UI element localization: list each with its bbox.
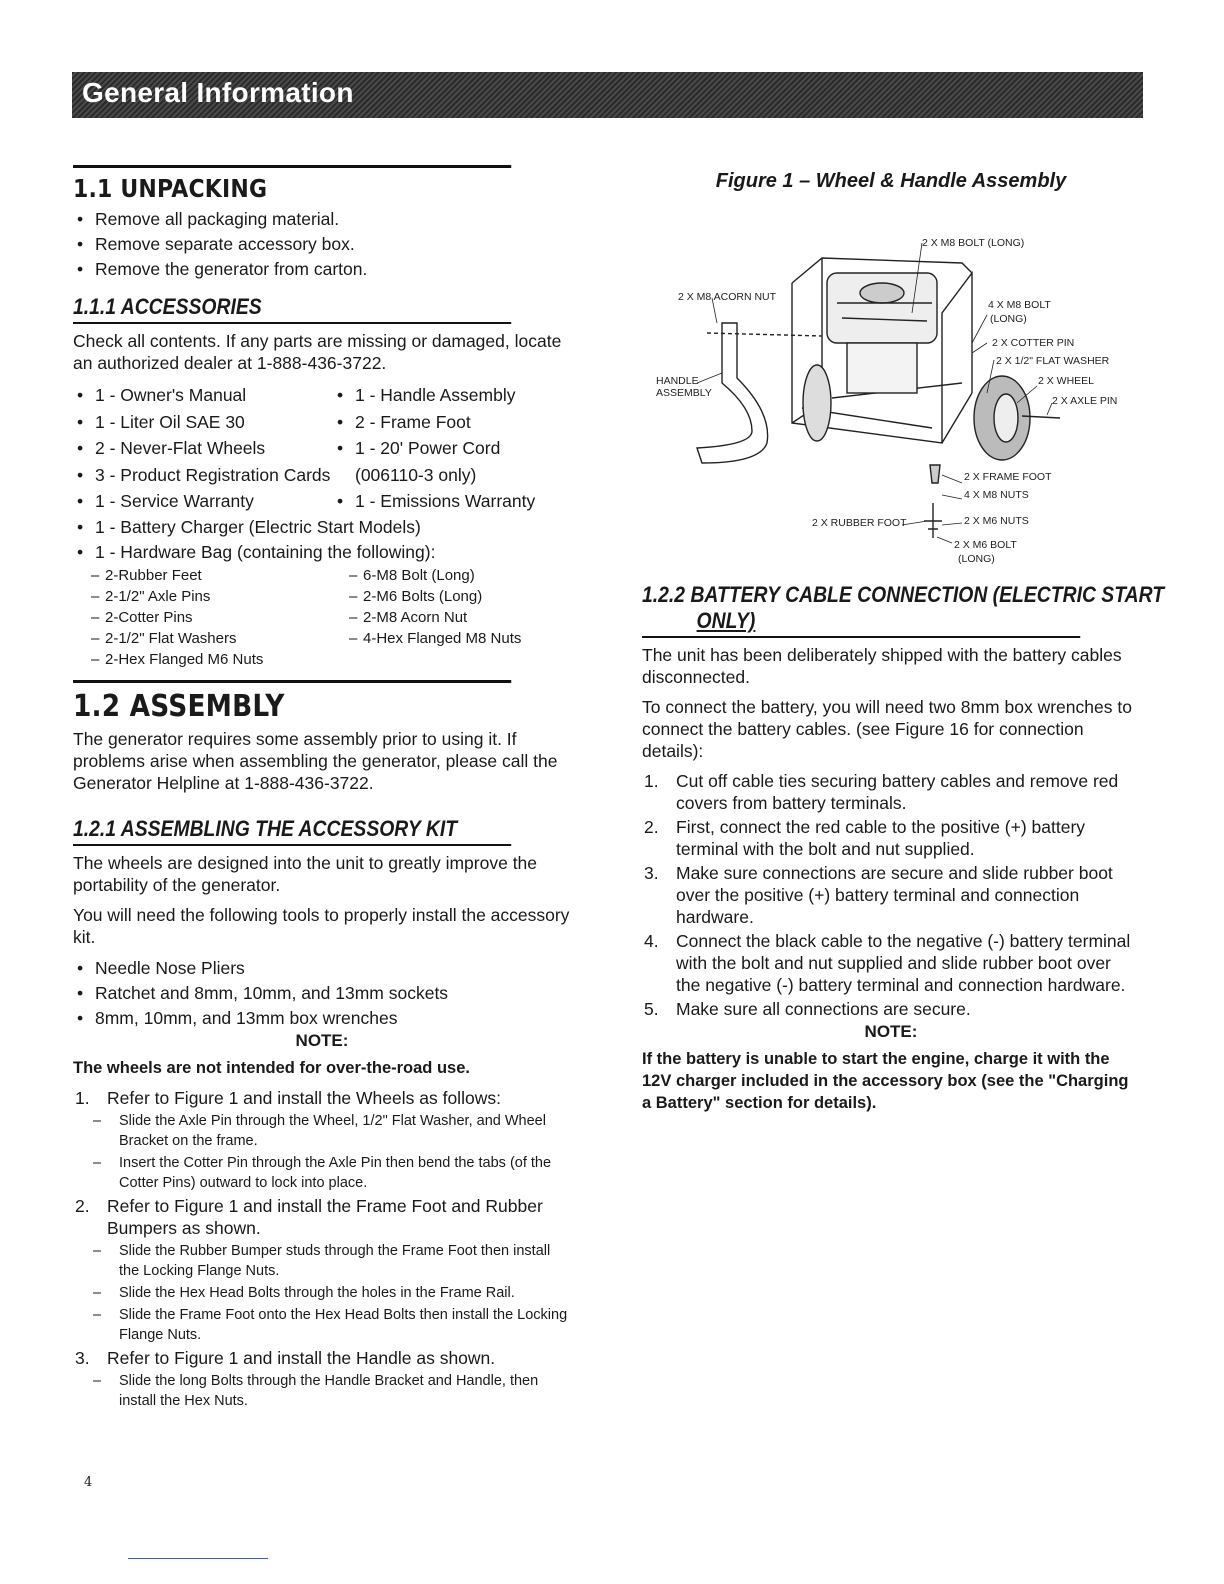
figure-label: ASSEMBLY bbox=[656, 387, 712, 399]
list-item: – 2-M8 Acorn Nut bbox=[349, 607, 589, 628]
list-item: • 1 - Emissions Warranty bbox=[333, 488, 571, 515]
accessories-intro: Check all contents. If any parts are missing or damaged, locate an authorized dealer at 1-888-436-3722. bbox=[73, 331, 562, 373]
accessories-heading: 1.1.1 ACCESSORIES bbox=[73, 294, 511, 324]
list-item: – 2-M6 Bolts (Long) bbox=[349, 586, 589, 607]
list-item: • 2 - Never-Flat Wheels bbox=[73, 435, 333, 462]
step-item bbox=[73, 1347, 571, 1369]
kit-paragraph: You will need the following tools to properly install the accessory kit. bbox=[73, 904, 570, 947]
figure-label: 2 X M6 BOLT bbox=[954, 539, 1017, 551]
list-item: • 1 - Owner's Manual bbox=[73, 382, 333, 409]
note-label: NOTE: bbox=[864, 1022, 918, 1041]
figure-label: (LONG) bbox=[958, 553, 995, 565]
step-item bbox=[642, 816, 1140, 860]
kit-steps bbox=[73, 1087, 571, 1411]
step-text: Refer to Figure 1 and install the Wheels as follows: bbox=[107, 1087, 501, 1108]
list-item: • 1 - Handle Assembly bbox=[333, 382, 571, 409]
figure-label: 2 X 1/2" FLAT WASHER bbox=[996, 355, 1110, 367]
banner-title: General Information bbox=[82, 77, 354, 108]
figure-label: 2 X COTTER PIN bbox=[992, 337, 1075, 349]
step-item bbox=[642, 930, 1140, 996]
sub-step: – Slide the Axle Pin through the Wheel, 1/2" Flat Washer, and Wheel Bracket on the frame. bbox=[73, 1111, 571, 1151]
figure-label: 2 X M8 BOLT (LONG) bbox=[922, 237, 1025, 249]
list-item: – 2-1/2" Flat Washers bbox=[91, 628, 349, 649]
list-item: • Remove the generator from carton. bbox=[73, 257, 571, 282]
list-item: • Remove separate accessory box. bbox=[73, 232, 571, 257]
sub-step: – Slide the Rubber Bumper studs through the Frame Foot then install the Locking Flange Nuts. bbox=[73, 1241, 571, 1281]
battery-heading-line1: 1.2.2 BATTERY CABLE CONNECTION (ELECTRIC START bbox=[642, 582, 1165, 607]
hardware-bag-list bbox=[91, 565, 571, 670]
sub-step: – Slide the long Bolts through the Handle Bracket and Handle, then install the Hex Nuts. bbox=[73, 1371, 571, 1411]
list-item: • 3 - Product Registration Cards bbox=[73, 462, 333, 489]
battery-heading bbox=[642, 582, 1165, 638]
figure-label: HANDLE bbox=[656, 375, 699, 387]
tools-list bbox=[73, 956, 571, 1031]
step-text: Refer to Figure 1 and install the Handle as shown. bbox=[107, 1347, 496, 1368]
step-text: Refer to Figure 1 and install the Frame Foot and Rubber Bumpers as shown. bbox=[107, 1195, 543, 1238]
note-text: The wheels are not intended for over-the-road use. bbox=[73, 1058, 470, 1077]
battery-paragraph: To connect the battery, you will need two 8mm box wrenches to connect the battery cables. (see Figure 16 for connection details): bbox=[642, 697, 1132, 761]
list-item: – 2-Hex Flanged M6 Nuts bbox=[91, 649, 349, 670]
list-item: – 2-1/2" Axle Pins bbox=[91, 586, 349, 607]
left-column bbox=[73, 165, 571, 1413]
sub-step: – Insert the Cotter Pin through the Axle Pin then bend the tabs (of the Cotter Pins) outward to lock into place. bbox=[73, 1153, 571, 1193]
assembly-heading: 1.2 ASSEMBLY bbox=[73, 680, 511, 724]
step-number: 1. bbox=[75, 1087, 90, 1108]
list-item: – 6-M8 Bolt (Long) bbox=[349, 565, 589, 586]
step-number: 1. bbox=[644, 771, 659, 791]
list-item: – 2-Rubber Feet bbox=[91, 565, 349, 586]
list-item: • 1 - Hardware Bag (containing the following): bbox=[73, 540, 571, 565]
section-banner bbox=[72, 72, 1143, 118]
step-text: First, connect the red cable to the positive (+) battery terminal with the bolt and nut supplied. bbox=[676, 817, 1086, 859]
wheel-handle-figure bbox=[642, 203, 1140, 565]
sub-step: – Slide the Hex Head Bolts through the holes in the Frame Rail. bbox=[73, 1283, 571, 1303]
figure-label: 2 X M8 ACORN NUT bbox=[678, 291, 777, 303]
right-column bbox=[642, 170, 1165, 1122]
battery-paragraph: The unit has been deliberately shipped with the battery cables disconnected. bbox=[642, 645, 1122, 687]
list-item: • Needle Nose Pliers bbox=[73, 956, 571, 981]
step-text: Make sure all connections are secure. bbox=[676, 999, 971, 1019]
figure-label: 2 X M6 NUTS bbox=[964, 515, 1029, 527]
step-number: 3. bbox=[75, 1347, 90, 1368]
sub-step: – Slide the Frame Foot onto the Hex Head Bolts then install the Locking Flange Nuts. bbox=[73, 1305, 571, 1345]
figure-title: Figure 1 – Wheel & Handle Assembly bbox=[715, 170, 1067, 192]
list-item: • 2 - Frame Foot bbox=[333, 409, 571, 436]
figure-label: 2 X FRAME FOOT bbox=[964, 471, 1052, 483]
battery-steps bbox=[642, 770, 1140, 1020]
figure-label: 2 X RUBBER FOOT bbox=[812, 517, 907, 529]
unpacking-list bbox=[73, 207, 571, 282]
list-item: • Ratchet and 8mm, 10mm, and 13mm sockets bbox=[73, 981, 571, 1006]
footer-rule bbox=[128, 1558, 268, 1559]
list-item: – 4-Hex Flanged M8 Nuts bbox=[349, 628, 589, 649]
list-item: • 1 - 20' Power Cord bbox=[333, 435, 571, 462]
list-item: • 8mm, 10mm, and 13mm box wrenches bbox=[73, 1006, 571, 1031]
step-text: Make sure connections are secure and slide rubber boot over the positive (+) battery terminal and connection hardware. bbox=[676, 863, 1113, 927]
step-number: 4. bbox=[644, 931, 659, 951]
figure-label: (LONG) bbox=[990, 313, 1027, 325]
list-item: • 1 - Battery Charger (Electric Start Models) bbox=[73, 515, 571, 540]
list-item: – 2-Cotter Pins bbox=[91, 607, 349, 628]
step-text: Cut off cable ties securing battery cables and remove red covers from battery terminals. bbox=[676, 771, 1119, 813]
step-number: 5. bbox=[644, 999, 659, 1019]
step-item bbox=[73, 1087, 571, 1109]
figure-label: 4 X M8 NUTS bbox=[964, 489, 1029, 501]
figure-label: 2 X AXLE PIN bbox=[1052, 395, 1118, 407]
step-item bbox=[73, 1195, 571, 1239]
step-text: Connect the black cable to the negative (-) battery terminal with the bolt and nut supplied and slide rubber boot over the negative (-) battery terminal and connection hardware. bbox=[676, 931, 1131, 995]
figure-label: 4 X M8 BOLT bbox=[988, 299, 1051, 311]
page-number: 4 bbox=[84, 1475, 93, 1490]
list-item: • Remove all packaging material. bbox=[73, 207, 571, 232]
note-text: If the battery is unable to start the engine, charge it with the 12V charger included in the accessory box (see the "Charging a Battery" section for details). bbox=[642, 1050, 1129, 1112]
assembly-intro: The generator requires some assembly prior to using it. If problems arise when assembling the generator, please call the Generator Helpline at 1-888-436-3722. bbox=[73, 728, 558, 793]
battery-heading-line2: ONLY) bbox=[696, 608, 756, 633]
unpacking-heading: 1.1 UNPACKING bbox=[73, 165, 511, 203]
accessories-single-list bbox=[73, 515, 571, 565]
step-item bbox=[642, 862, 1140, 928]
step-number: 2. bbox=[644, 817, 659, 837]
accessories-grid bbox=[73, 382, 571, 515]
list-item: (006110-3 only) bbox=[355, 464, 477, 485]
step-item bbox=[642, 770, 1140, 814]
kit-heading: 1.2.1 ASSEMBLING THE ACCESSORY KIT bbox=[73, 816, 511, 846]
step-number: 3. bbox=[644, 863, 659, 883]
note-label: NOTE: bbox=[295, 1030, 349, 1050]
list-item: • 1 - Service Warranty bbox=[73, 488, 333, 515]
figure-label: 2 X WHEEL bbox=[1038, 375, 1095, 387]
kit-paragraph: The wheels are designed into the unit to greatly improve the portability of the generator. bbox=[73, 852, 538, 895]
list-item: • 1 - Liter Oil SAE 30 bbox=[73, 409, 333, 436]
step-number: 2. bbox=[75, 1195, 90, 1216]
step-item bbox=[642, 998, 1140, 1020]
